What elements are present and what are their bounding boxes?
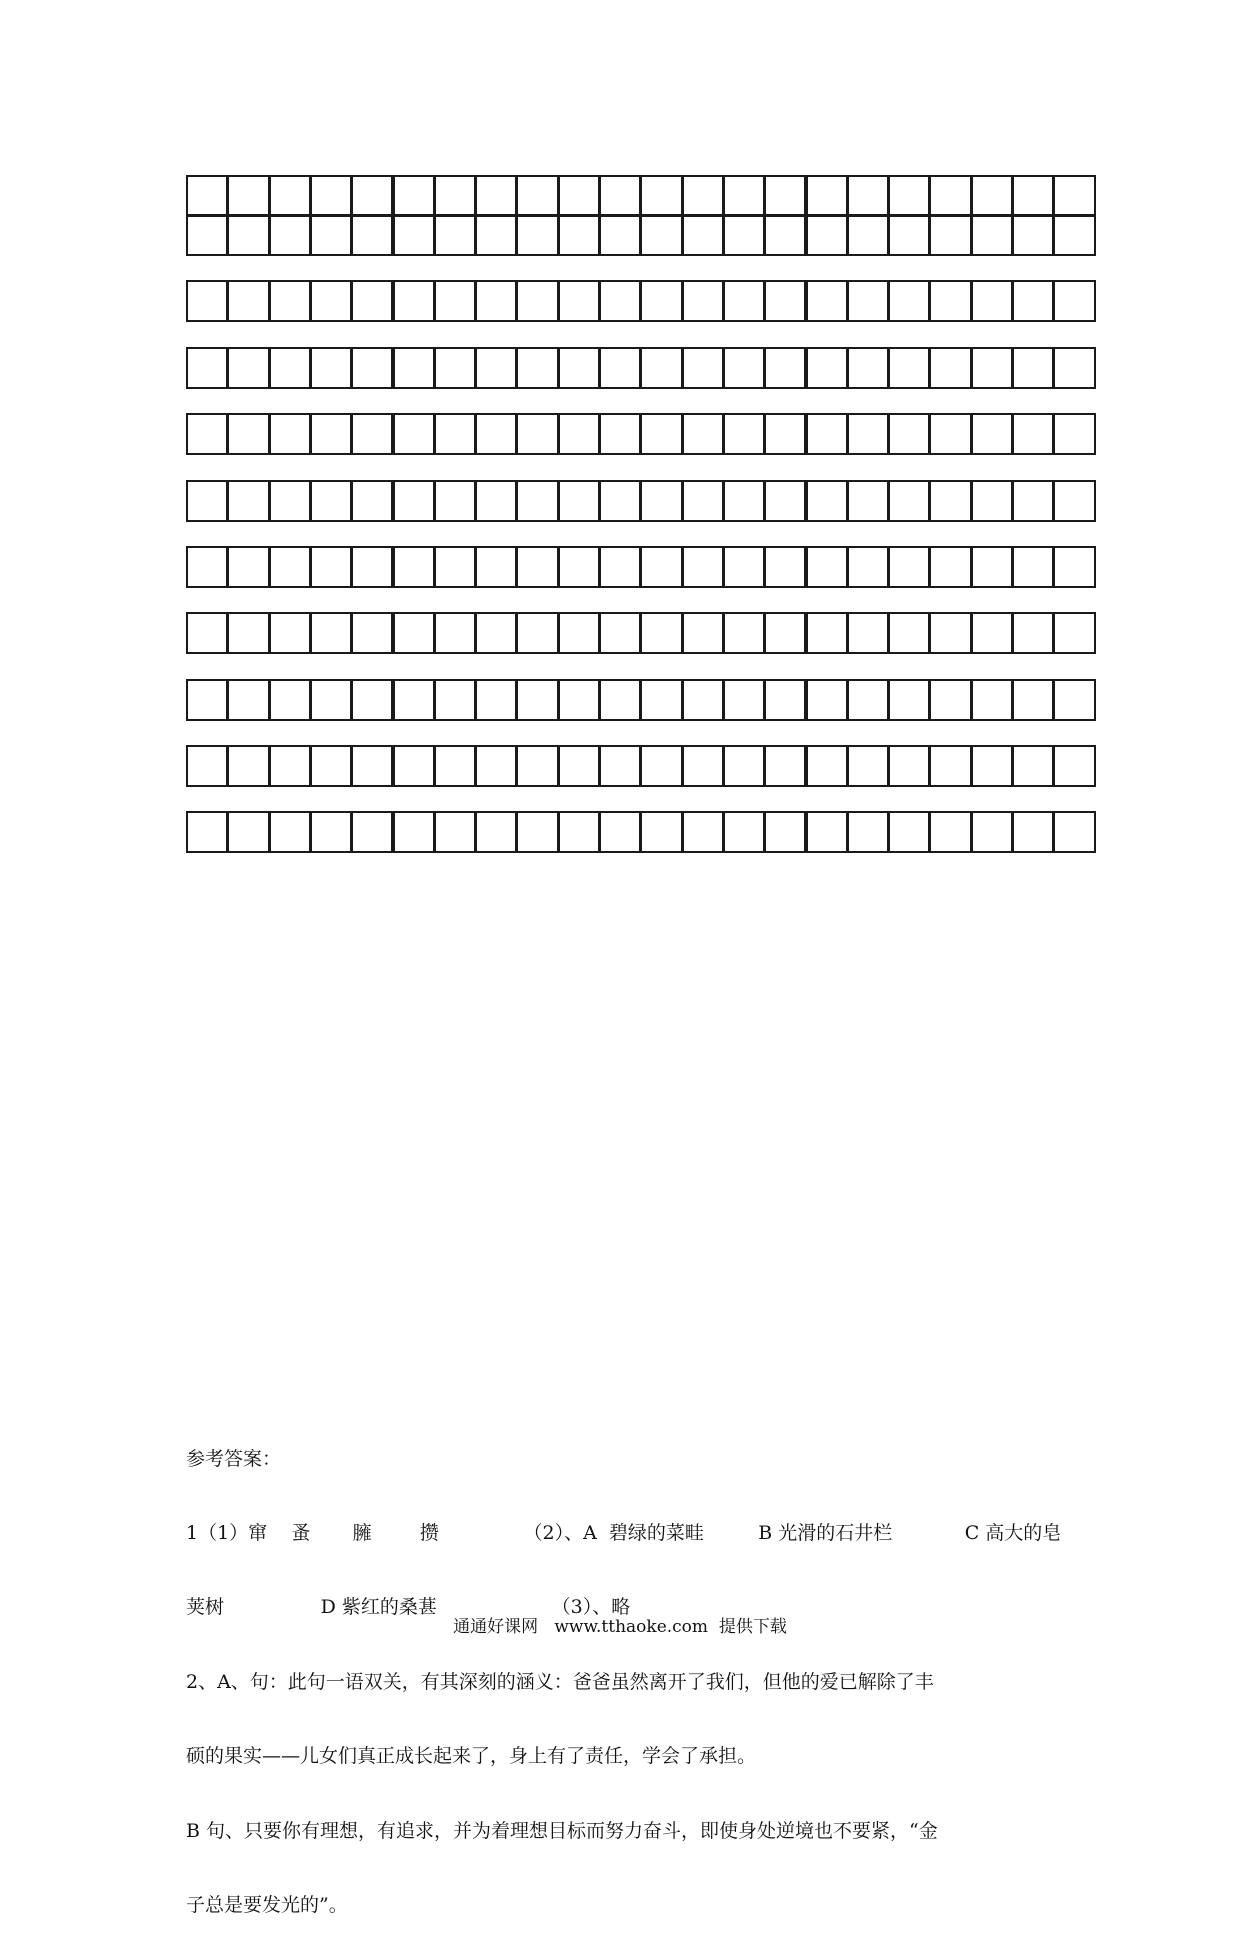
grid-cell[interactable] [723,214,765,256]
grid-cell[interactable] [186,413,228,455]
grid-cell[interactable] [1012,612,1054,654]
grid-cell[interactable] [393,175,435,217]
answer-line: 2、A、句：此句一语双关，有其深刻的涵义：爸爸虽然离开了我们，但他的爱已解除了丰 [186,1670,934,1693]
grid-cell[interactable] [599,480,641,522]
grid-cell[interactable] [186,745,228,787]
grid-cell[interactable] [682,679,724,721]
grid-cell[interactable] [929,546,971,588]
grid-cell[interactable] [929,413,971,455]
grid-cell[interactable] [682,347,724,389]
grid-cell[interactable] [806,745,848,787]
grid-cell[interactable] [640,480,682,522]
grid-cell[interactable] [888,679,930,721]
grid-cell[interactable] [434,546,476,588]
grid-cell[interactable] [723,745,765,787]
grid-cell[interactable] [764,546,806,588]
grid-cell[interactable] [1053,280,1095,322]
grid-cell[interactable] [475,214,517,256]
grid-cell[interactable] [475,745,517,787]
grid-cell[interactable] [434,811,476,853]
grid-cell[interactable] [599,280,641,322]
grid-cell[interactable] [888,413,930,455]
grid-cell[interactable] [434,745,476,787]
grid-cell[interactable] [269,214,311,256]
grid-cell[interactable] [558,679,600,721]
grid-cell[interactable] [847,175,889,217]
grid-cell[interactable] [351,413,393,455]
grid-cell[interactable] [310,745,352,787]
grid-cell[interactable] [186,214,228,256]
grid-cell[interactable] [847,413,889,455]
grid-cell[interactable] [1012,175,1054,217]
grid-cell[interactable] [269,811,311,853]
grid-cell[interactable] [558,546,600,588]
grid-cell[interactable] [269,347,311,389]
grid-cell[interactable] [269,480,311,522]
grid-cell[interactable] [1053,679,1095,721]
grid-cell[interactable] [682,413,724,455]
grid-cell[interactable] [227,347,269,389]
grid-cell[interactable] [269,546,311,588]
grid-cell[interactable] [516,280,558,322]
grid-cell[interactable] [186,679,228,721]
grid-cell[interactable] [723,347,765,389]
grid-cell[interactable] [929,745,971,787]
grid-cell[interactable] [227,612,269,654]
grid-cell[interactable] [227,480,269,522]
grid-cell[interactable] [599,612,641,654]
grid-cell[interactable] [475,811,517,853]
grid-cell[interactable] [682,546,724,588]
grid-cell[interactable] [682,214,724,256]
grid-cell[interactable] [1012,480,1054,522]
grid-cell[interactable] [516,745,558,787]
grid-cell[interactable] [888,480,930,522]
grid-cell[interactable] [847,745,889,787]
grid-cell[interactable] [516,612,558,654]
grid-cell[interactable] [640,175,682,217]
grid-cell[interactable] [888,214,930,256]
grid-cell[interactable] [310,811,352,853]
grid-cell[interactable] [1053,214,1095,256]
grid-cell[interactable] [475,480,517,522]
grid-cell[interactable] [723,811,765,853]
grid-cell[interactable] [1012,214,1054,256]
grid-cell[interactable] [351,811,393,853]
grid-cell[interactable] [227,811,269,853]
grid-cell[interactable] [351,347,393,389]
grid-cell[interactable] [971,679,1013,721]
grid-cell[interactable] [186,175,228,217]
grid-cell[interactable] [806,612,848,654]
grid-cell[interactable] [516,175,558,217]
grid-cell[interactable] [475,413,517,455]
grid-cell[interactable] [516,480,558,522]
grid-cell[interactable] [723,679,765,721]
grid-cell[interactable] [1053,612,1095,654]
grid-cell[interactable] [186,811,228,853]
answer-line: 荚树 D 紫红的桑葚 （3）、略 [186,1596,631,1619]
grid-cell[interactable] [806,546,848,588]
grid-cell[interactable] [599,413,641,455]
grid-cell[interactable] [1053,546,1095,588]
grid-cell[interactable] [475,347,517,389]
grid-cell[interactable] [351,214,393,256]
grid-cell[interactable] [888,612,930,654]
grid-cell[interactable] [723,480,765,522]
grid-cell[interactable] [269,413,311,455]
grid-cell[interactable] [516,811,558,853]
grid-cell[interactable] [393,413,435,455]
grid-cell[interactable] [682,612,724,654]
grid-cell[interactable] [971,745,1013,787]
grid-cell[interactable] [475,612,517,654]
grid-cell[interactable] [682,175,724,217]
grid-cell[interactable] [806,214,848,256]
grid-cell[interactable] [764,413,806,455]
grid-cell[interactable] [516,546,558,588]
grid-cell[interactable] [640,546,682,588]
grid-cell[interactable] [558,612,600,654]
grid-cell[interactable] [806,811,848,853]
grid-cell[interactable] [888,546,930,588]
grid-cell[interactable] [393,745,435,787]
grid-cell[interactable] [1053,811,1095,853]
grid-cell[interactable] [1053,347,1095,389]
grid-cell[interactable] [599,546,641,588]
grid-cell[interactable] [806,347,848,389]
grid-cell[interactable] [599,214,641,256]
grid-cell[interactable] [764,214,806,256]
grid-cell[interactable] [1053,745,1095,787]
grid-cell[interactable] [351,546,393,588]
grid-cell[interactable] [599,811,641,853]
grid-cell[interactable] [971,280,1013,322]
grid-cell[interactable] [393,679,435,721]
grid-cell[interactable] [310,175,352,217]
grid-cell[interactable] [929,347,971,389]
grid-cell[interactable] [971,347,1013,389]
grid-cell[interactable] [929,811,971,853]
grid-cell[interactable] [227,546,269,588]
grid-cell[interactable] [888,347,930,389]
grid-cell[interactable] [351,280,393,322]
grid-cell[interactable] [971,480,1013,522]
grid-cell[interactable] [310,546,352,588]
grid-cell[interactable] [971,546,1013,588]
grid-cell[interactable] [806,480,848,522]
grid-cell[interactable] [1053,480,1095,522]
grid-cell[interactable] [640,679,682,721]
grid-cell[interactable] [393,280,435,322]
grid-cell[interactable] [558,745,600,787]
grid-cell[interactable] [269,745,311,787]
grid-cell[interactable] [434,347,476,389]
grid-cell[interactable] [558,175,600,217]
grid-cell[interactable] [393,347,435,389]
grid-cell[interactable] [558,480,600,522]
grid-cell[interactable] [764,480,806,522]
grid-cell[interactable] [310,679,352,721]
grid-cell[interactable] [682,480,724,522]
grid-cell[interactable] [393,480,435,522]
grid-cell[interactable] [269,175,311,217]
grid-cell[interactable] [929,480,971,522]
grid-cell[interactable] [764,347,806,389]
grid-cell[interactable] [1012,347,1054,389]
grid-cell[interactable] [186,280,228,322]
grid-cell[interactable] [558,214,600,256]
grid-cell[interactable] [227,679,269,721]
grid-cell[interactable] [929,175,971,217]
grid-cell[interactable] [227,413,269,455]
grid-cell[interactable] [971,811,1013,853]
grid-cell[interactable] [640,745,682,787]
grid-cell[interactable] [599,175,641,217]
grid-cell[interactable] [269,280,311,322]
answer-key-heading: 参考答案： [186,1447,282,1470]
grid-cell[interactable] [764,745,806,787]
grid-cell[interactable] [888,175,930,217]
grid-cell[interactable] [434,175,476,217]
grid-cell[interactable] [351,745,393,787]
grid-cell[interactable] [806,175,848,217]
grid-cell[interactable] [723,413,765,455]
grid-cell[interactable] [475,679,517,721]
grid-cell[interactable] [310,480,352,522]
grid-cell[interactable] [434,612,476,654]
grid-cell[interactable] [929,679,971,721]
grid-cell[interactable] [351,480,393,522]
grid-cell[interactable] [640,347,682,389]
grid-cell[interactable] [723,612,765,654]
grid-cell[interactable] [310,280,352,322]
grid-cell[interactable] [186,347,228,389]
grid-cell[interactable] [847,214,889,256]
grid-cell[interactable] [351,612,393,654]
grid-cell[interactable] [310,413,352,455]
grid-cell[interactable] [227,280,269,322]
grid-cell[interactable] [723,280,765,322]
grid-cell[interactable] [764,679,806,721]
grid-cell[interactable] [971,612,1013,654]
grid-cell[interactable] [269,612,311,654]
grid-cell[interactable] [1012,745,1054,787]
grid-cell[interactable] [1012,546,1054,588]
grid-cell[interactable] [847,546,889,588]
grid-cell[interactable] [764,280,806,322]
grid-cell[interactable] [723,175,765,217]
grid-cell[interactable] [393,612,435,654]
grid-cell[interactable] [475,280,517,322]
grid-cell[interactable] [186,612,228,654]
grid-cell[interactable] [888,745,930,787]
grid-cell[interactable] [1012,679,1054,721]
grid-cell[interactable] [806,280,848,322]
grid-cell[interactable] [640,413,682,455]
grid-cell[interactable] [475,546,517,588]
grid-cell[interactable] [393,546,435,588]
answer-line: 子总是要发光的”。 [186,1893,348,1916]
grid-cell[interactable] [971,214,1013,256]
grid-cell[interactable] [558,413,600,455]
grid-cell[interactable] [310,347,352,389]
grid-cell[interactable] [640,811,682,853]
answer-line: B 句、只要你有理想，有追求，并为着理想目标而努力奋斗，即使身处逆境也不要紧，“金 [186,1819,938,1842]
grid-cell[interactable] [516,413,558,455]
grid-cell[interactable] [723,546,765,588]
grid-cell[interactable] [1012,811,1054,853]
grid-cell[interactable] [269,679,311,721]
grid-cell[interactable] [929,214,971,256]
answer-line: 硕的果实——儿女们真正成长起来了，身上有了责任，学会了承担。 [186,1745,757,1768]
grid-cell[interactable] [434,280,476,322]
grid-cell[interactable] [351,679,393,721]
grid-cell[interactable] [847,612,889,654]
grid-cell[interactable] [599,679,641,721]
grid-cell[interactable] [599,347,641,389]
grid-cell[interactable] [682,745,724,787]
grid-cell[interactable] [227,214,269,256]
grid-cell[interactable] [929,612,971,654]
grid-cell[interactable] [1012,413,1054,455]
grid-cell[interactable] [516,679,558,721]
grid-cell[interactable] [682,280,724,322]
grid-cell[interactable] [434,480,476,522]
grid-cell[interactable] [847,347,889,389]
grid-cell[interactable] [599,745,641,787]
grid-cell[interactable] [1012,280,1054,322]
grid-cell[interactable] [764,811,806,853]
grid-cell[interactable] [971,413,1013,455]
grid-cell[interactable] [186,480,228,522]
grid-cell[interactable] [434,214,476,256]
grid-cell[interactable] [434,413,476,455]
grid-cell[interactable] [640,280,682,322]
grid-cell[interactable] [806,413,848,455]
grid-cell[interactable] [558,811,600,853]
grid-cell[interactable] [558,347,600,389]
grid-cell[interactable] [764,175,806,217]
grid-cell[interactable] [227,175,269,217]
grid-cell[interactable] [806,679,848,721]
grid-cell[interactable] [1053,175,1095,217]
grid-cell[interactable] [764,612,806,654]
grid-cell[interactable] [640,612,682,654]
grid-cell[interactable] [929,280,971,322]
grid-cell[interactable] [393,214,435,256]
answer-line: 1（1）窜 蚤 臃 攒 （2）、A 碧绿的菜畦 B 光滑的石井栏 C 高大的皂 [186,1521,1062,1544]
grid-cell[interactable] [888,811,930,853]
grid-cell[interactable] [393,811,435,853]
grid-cell[interactable] [516,214,558,256]
grid-cell[interactable] [682,811,724,853]
grid-cell[interactable] [227,745,269,787]
answer-key [186,1397,1066,1943]
grid-cell[interactable] [310,214,352,256]
grid-cell[interactable] [971,175,1013,217]
grid-cell[interactable] [847,811,889,853]
grid-cell[interactable] [351,175,393,217]
grid-cell[interactable] [516,347,558,389]
grid-cell[interactable] [888,280,930,322]
grid-cell[interactable] [847,480,889,522]
grid-cell[interactable] [640,214,682,256]
footer-credit: 通通好课网 www.tthaoke.com 提供下载 [453,1617,787,1637]
grid-cell[interactable] [847,679,889,721]
grid-cell[interactable] [434,679,476,721]
grid-cell[interactable] [558,280,600,322]
grid-cell[interactable] [847,280,889,322]
grid-cell[interactable] [186,546,228,588]
grid-cell[interactable] [1053,413,1095,455]
grid-cell[interactable] [310,612,352,654]
grid-cell[interactable] [475,175,517,217]
